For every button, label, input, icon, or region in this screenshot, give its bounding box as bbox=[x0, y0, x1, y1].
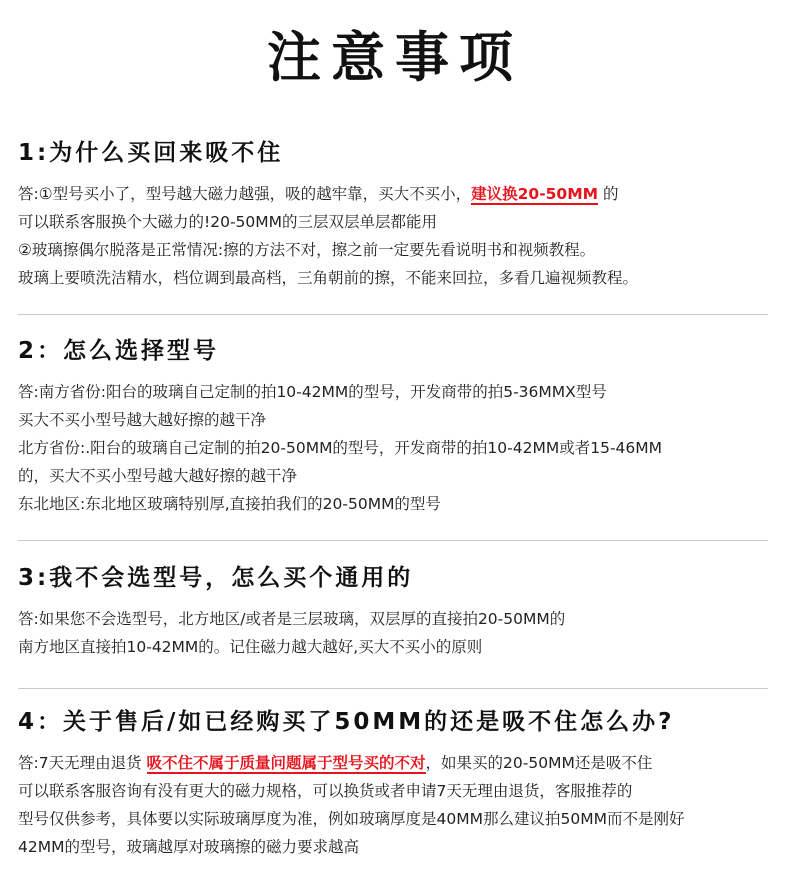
page-title: 注意事项 bbox=[267, 26, 523, 89]
body-line: 的，买大不买小型号越大越好擦的越干净 bbox=[18, 467, 298, 485]
body-line: 42MM的型号，玻璃越厚对玻璃擦的磁力要求越高 bbox=[18, 838, 359, 856]
section-body bbox=[18, 378, 778, 518]
body-line: 南方地区直接拍10-42MM的。记住磁力越大越好,买大不买小的原则 bbox=[18, 638, 483, 656]
section-heading: 3:我不会选型号，怎么买个通用的 bbox=[18, 565, 414, 591]
section-body bbox=[18, 605, 778, 661]
body-line: 东北地区:东北地区玻璃特别厚,直接拍我们的20-50MM的型号 bbox=[18, 495, 441, 513]
section-body bbox=[18, 180, 778, 292]
body-line: 北方省份:.阳台的玻璃自己定制的拍20-50MM的型号，开发商带的拍10-42MM或者15-46MM bbox=[18, 439, 663, 457]
divider bbox=[18, 540, 768, 541]
section-why-not-sticking bbox=[18, 138, 778, 292]
body-line: ②玻璃擦偶尔脱落是正常情况:擦的方法不对，擦之前一定要先看说明书和视频教程。 bbox=[18, 241, 596, 259]
divider bbox=[18, 688, 768, 689]
body-line: 答:①型号买小了，型号越大磁力越强，吸的越牢靠，买大不买小，建议换20-50MM 的 bbox=[18, 185, 619, 203]
section-body bbox=[18, 749, 778, 861]
section-heading: 2：怎么选择型号 bbox=[18, 338, 220, 364]
body-line: 可以联系客服咨询有没有更大的磁力规格，可以换货或者申请7天无理由退货，客服推荐的 bbox=[18, 782, 633, 800]
body-line: 型号仅供参考，具体要以实际玻璃厚度为准，例如玻璃厚度是40MM那么建议拍50MM而不是刚好 bbox=[18, 810, 685, 828]
body-line: 玻璃上要喷洗洁精水，档位调到最高档，三角朝前的擦，不能来回拉，多看几遍视频教程。 bbox=[18, 269, 639, 287]
section-choose-model bbox=[18, 336, 778, 518]
highlight-text: 建议换20-50MM bbox=[471, 185, 599, 203]
body-line: 答:7天无理由退货 吸不住不属于质量问题属于型号买的不对，如果买的20-50MM还是吸不住 bbox=[18, 754, 653, 772]
section-heading: 4：关于售后/如已经购买了50MM的还是吸不住怎么办? bbox=[18, 709, 675, 735]
highlight-text: 吸不住不属于质量问题属于型号买的不对 bbox=[146, 754, 426, 772]
body-line: 买大不买小型号越大越好擦的越干净 bbox=[18, 411, 267, 429]
section-universal-model bbox=[18, 563, 778, 661]
section-heading: 1:为什么买回来吸不住 bbox=[18, 140, 284, 166]
body-line: 答:南方省份:阳台的玻璃自己定制的拍10-42MM的型号，开发商带的拍5-36MMX型号 bbox=[18, 383, 607, 401]
section-after-sales bbox=[18, 707, 778, 861]
body-line: 答:如果您不会选型号，北方地区/或者是三层玻璃，双层厚的直接拍20-50MM的 bbox=[18, 610, 566, 628]
divider bbox=[18, 314, 768, 315]
body-line: 可以联系客服换个大磁力的!20-50MM的三层双层单层都能用 bbox=[18, 213, 438, 231]
